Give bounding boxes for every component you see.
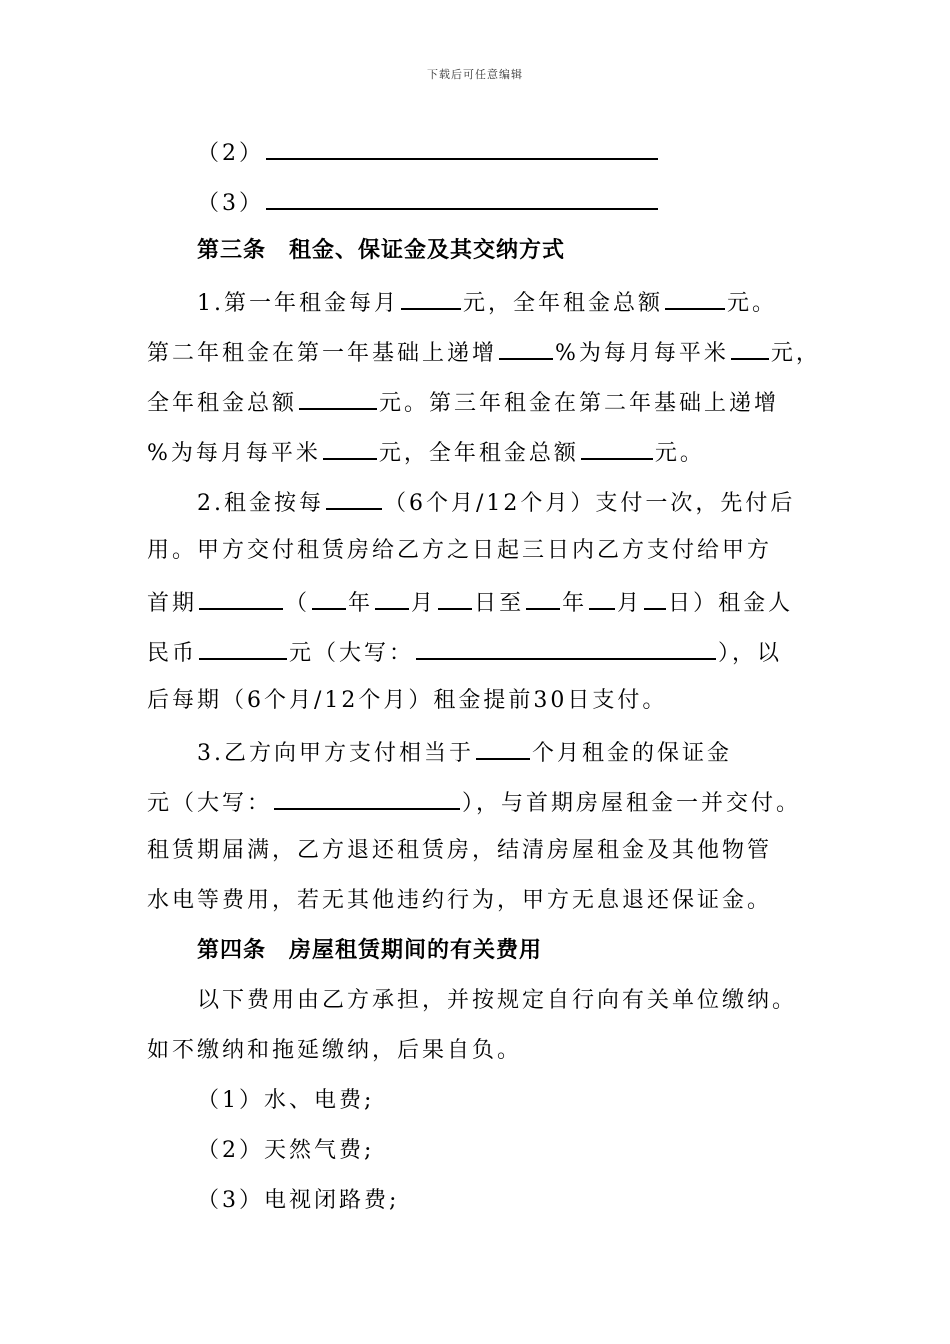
fill-blank	[326, 486, 382, 510]
text: 元。	[727, 291, 778, 316]
fill-blank	[476, 736, 530, 760]
text: 月	[617, 591, 643, 616]
text: %为每月每平米	[555, 341, 729, 366]
text: 1.第一年租金每月	[197, 291, 399, 316]
fill-blank	[375, 586, 409, 610]
art3-p3-line4: 水电等费用，若无其他违约行为，甲方无息退还保证金。	[147, 888, 773, 913]
item-label: （3）	[197, 191, 264, 216]
art3-p2-line1	[197, 486, 809, 516]
fill-blank	[731, 336, 769, 360]
fill-blank	[323, 436, 377, 460]
text: 元，全年租金总额	[378, 441, 579, 466]
art3-p1-line4	[147, 436, 809, 466]
fill-blank	[266, 186, 658, 210]
item-2-line	[197, 136, 809, 166]
text: 2.租金按每	[197, 491, 324, 516]
fill-blank	[438, 586, 472, 610]
text: 月	[411, 591, 437, 616]
fill-blank	[499, 336, 553, 360]
art3-p2-line5: 后每期（6个月/12个月）租金提前30日支付。	[147, 688, 668, 713]
art3-p3-line3: 租赁期届满，乙方退还租赁房，结清房屋租金及其他物管	[147, 838, 773, 863]
text: 年	[562, 591, 588, 616]
fill-blank	[665, 286, 725, 310]
text: 民币	[147, 641, 198, 666]
item-3-line	[197, 186, 809, 216]
fill-blank	[589, 586, 615, 610]
text: ），以	[718, 641, 783, 666]
text: 元，	[770, 341, 821, 366]
art3-p3-line2	[147, 786, 809, 816]
fill-blank	[581, 436, 653, 460]
text: 元。	[654, 441, 705, 466]
text: 个月租金的保证金	[532, 741, 733, 766]
fill-blank	[401, 286, 461, 310]
text: 年	[348, 591, 374, 616]
art4-p1-line2: 如不缴纳和拖延缴纳，后果自负。	[147, 1038, 523, 1063]
text: 元（大写：	[147, 791, 273, 816]
art3-p2-line2: 用。甲方交付租赁房给乙方之日起三日内乙方支付给甲方	[147, 538, 773, 563]
text: 日）租金人	[668, 591, 794, 616]
text: 第二年租金在第一年基础上递增	[147, 341, 498, 366]
text: （	[285, 591, 311, 616]
art3-p2-line4	[147, 636, 809, 666]
art3-p1-line2	[147, 336, 821, 366]
art3-p3-line1	[197, 736, 809, 766]
article-4-heading: 第四条 房屋租赁期间的有关费用	[197, 938, 543, 963]
art4-item-3: （3）电视闭路费;	[197, 1188, 400, 1213]
fill-blank	[199, 586, 283, 610]
fill-blank	[199, 636, 287, 660]
page-header: 下载后可任意编辑	[427, 68, 523, 81]
article-3-heading: 第三条 租金、保证金及其交纳方式	[197, 238, 566, 263]
art4-p1-line1: 以下费用由乙方承担，并按规定自行向有关单位缴纳。	[197, 988, 798, 1013]
text: 全年租金总额	[147, 391, 298, 416]
text: 元（大写：	[289, 641, 415, 666]
fill-blank	[416, 636, 716, 660]
art3-p1-line1	[197, 286, 809, 316]
text: %为每月每平米	[147, 441, 321, 466]
text: 首期	[147, 591, 198, 616]
text: ），与首期房屋租金一并交付。	[462, 791, 802, 816]
art4-item-2: （2）天然气费;	[197, 1138, 375, 1163]
art4-item-1: （1）水、电费;	[197, 1088, 375, 1113]
fill-blank	[266, 136, 658, 160]
item-label: （2）	[197, 141, 264, 166]
fill-blank	[526, 586, 560, 610]
text: 元，全年租金总额	[463, 291, 664, 316]
text: （6个月/12个月）支付一次，先付后	[384, 491, 796, 516]
text: 日至	[474, 591, 525, 616]
fill-blank	[644, 586, 666, 610]
fill-blank	[299, 386, 377, 410]
fill-blank	[312, 586, 346, 610]
fill-blank	[274, 786, 460, 810]
text: 3.乙方向甲方支付相当于	[197, 741, 474, 766]
art3-p1-line3	[147, 386, 809, 416]
text: 元。第三年租金在第二年基础上递增	[379, 391, 780, 416]
art3-p2-line3	[147, 586, 809, 616]
